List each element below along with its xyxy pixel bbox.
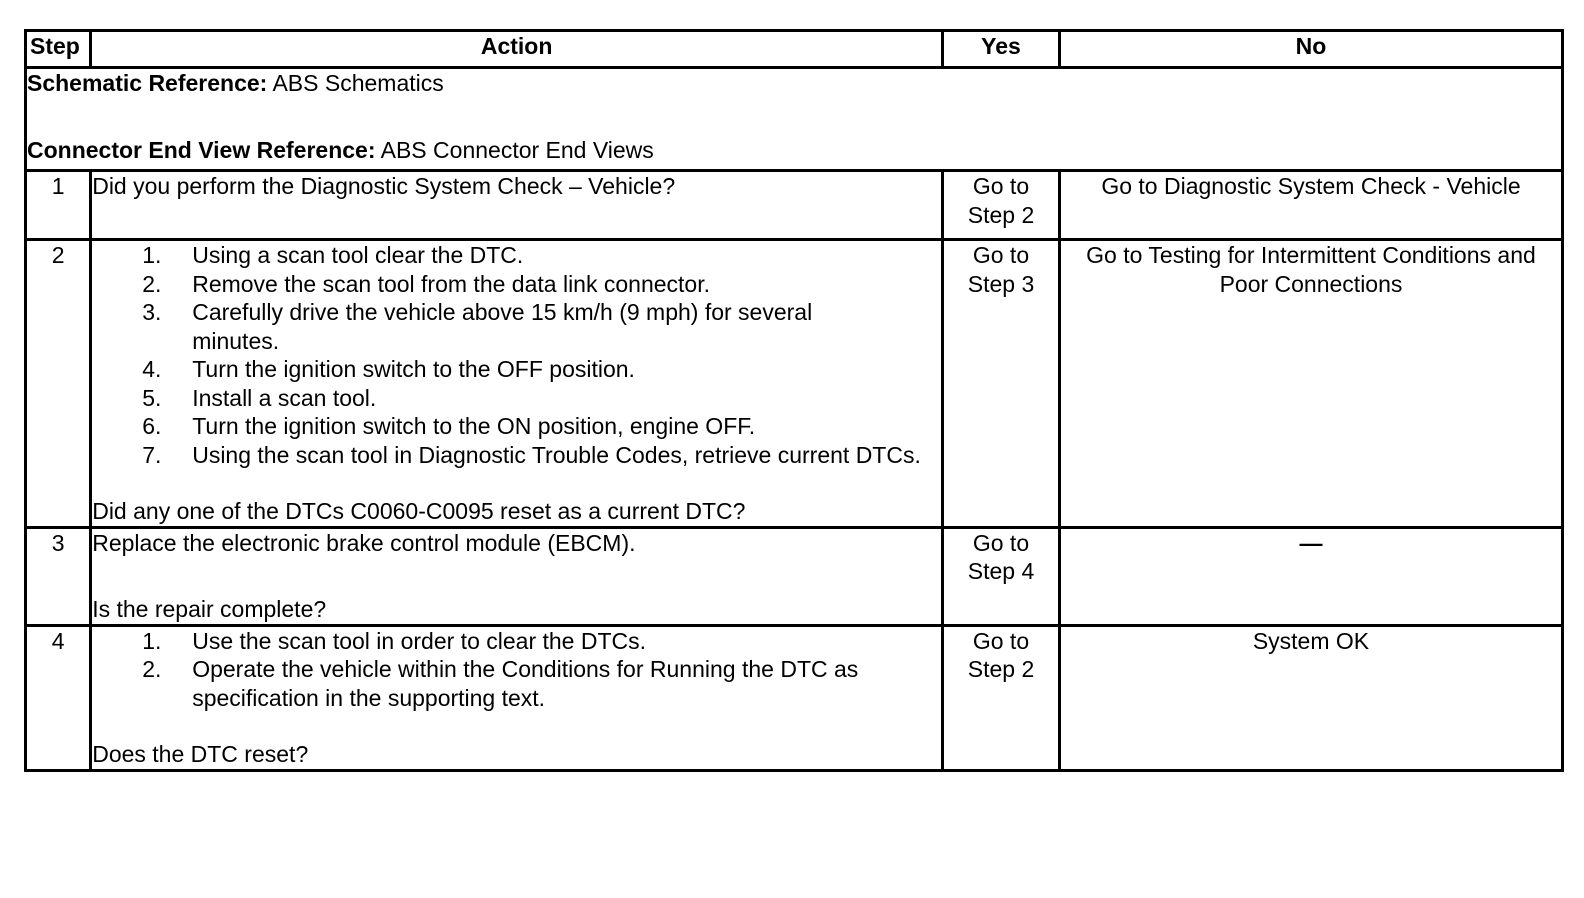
substep-number: 1. (142, 242, 162, 268)
substep-text: Use the scan tool in order to clear the DTCs. (192, 627, 647, 654)
substep-list (92, 627, 941, 713)
step-number: 3 (26, 527, 91, 625)
substep-text: Operate the vehicle within the Conditions for Running the DTC as specification in the supporting text. (192, 656, 859, 711)
substep-text: Carefully drive the vehicle above 15 km/h (9 mph) for several minutes. (192, 299, 813, 354)
schematic-reference-value: ABS Schematics (272, 70, 444, 96)
substep-number: 5. (142, 384, 162, 411)
substep-number: 2. (142, 656, 162, 682)
substep-number: 2. (142, 270, 162, 297)
yes-cell: Go to Step 2 (943, 625, 1060, 770)
list-item (92, 655, 941, 712)
table-row (26, 625, 1563, 770)
substep-text: Turn the ignition switch to the OFF position. (192, 356, 635, 382)
header-yes: Yes (943, 31, 1060, 68)
yes-cell: Go to Step 4 (943, 527, 1060, 625)
no-cell: System OK (1059, 625, 1562, 770)
list-item (92, 384, 941, 413)
action-cell (91, 171, 943, 240)
header-action: Action (91, 31, 943, 68)
step-question: Is the repair complete? (92, 596, 327, 622)
list-item (92, 298, 941, 355)
substep-text: Remove the scan tool from the data link connector. (192, 270, 710, 297)
substep-text: Install a scan tool. (192, 384, 377, 411)
step-question: Does the DTC reset? (92, 741, 309, 767)
substep-number: 3. (142, 299, 162, 325)
header-step: Step (26, 31, 91, 68)
table-row (26, 171, 1563, 240)
no-cell: — (1059, 527, 1562, 625)
list-item (92, 627, 941, 656)
step-number: 2 (26, 240, 91, 528)
step-question: Did any one of the DTCs C0060-C0095 reset as a current DTC? (92, 498, 746, 524)
reference-row (26, 68, 1563, 171)
substep-number: 7. (142, 441, 162, 468)
action-cell (91, 625, 943, 770)
list-item (92, 355, 941, 384)
step-number: 4 (26, 625, 91, 770)
yes-cell: Go to Step 2 (943, 171, 1060, 240)
schematic-reference (27, 69, 1561, 98)
substep-text: Turn the ignition switch to the ON position, engine OFF. (192, 413, 756, 439)
schematic-reference-label: Schematic Reference: (27, 70, 268, 96)
list-item (92, 441, 941, 470)
list-item (92, 412, 941, 441)
header-no: No (1059, 31, 1562, 68)
list-item (92, 270, 941, 299)
action-cell (91, 240, 943, 528)
connector-reference-label: Connector End View Reference: (27, 136, 376, 163)
yes-cell: Go to Step 3 (943, 240, 1060, 528)
list-item (92, 241, 941, 270)
substep-text: Using a scan tool clear the DTC. (192, 242, 524, 268)
reference-cell (26, 68, 1563, 171)
table-row (26, 240, 1563, 528)
table-row (26, 527, 1563, 625)
connector-reference (27, 136, 1561, 165)
no-cell: Go to Diagnostic System Check - Vehicle (1059, 171, 1562, 240)
connector-reference-value: ABS Connector End Views (380, 136, 654, 163)
substep-number: 6. (142, 413, 162, 439)
header-row (26, 31, 1563, 68)
substep-number: 1. (142, 627, 162, 654)
diagnostic-table (24, 29, 1564, 772)
step-number: 1 (26, 171, 91, 240)
action-cell (91, 527, 943, 625)
substep-text: Using the scan tool in Diagnostic Trouble Codes, retrieve current DTCs. (192, 441, 921, 468)
step-question: Did you perform the Diagnostic System Check – Vehicle? (92, 173, 676, 199)
step-instruction: Replace the electronic brake control module (EBCM). (92, 529, 636, 556)
substep-list (92, 241, 941, 469)
substep-number: 4. (142, 356, 162, 382)
no-cell: Go to Testing for Intermittent Conditions and Poor Connections (1059, 240, 1562, 528)
